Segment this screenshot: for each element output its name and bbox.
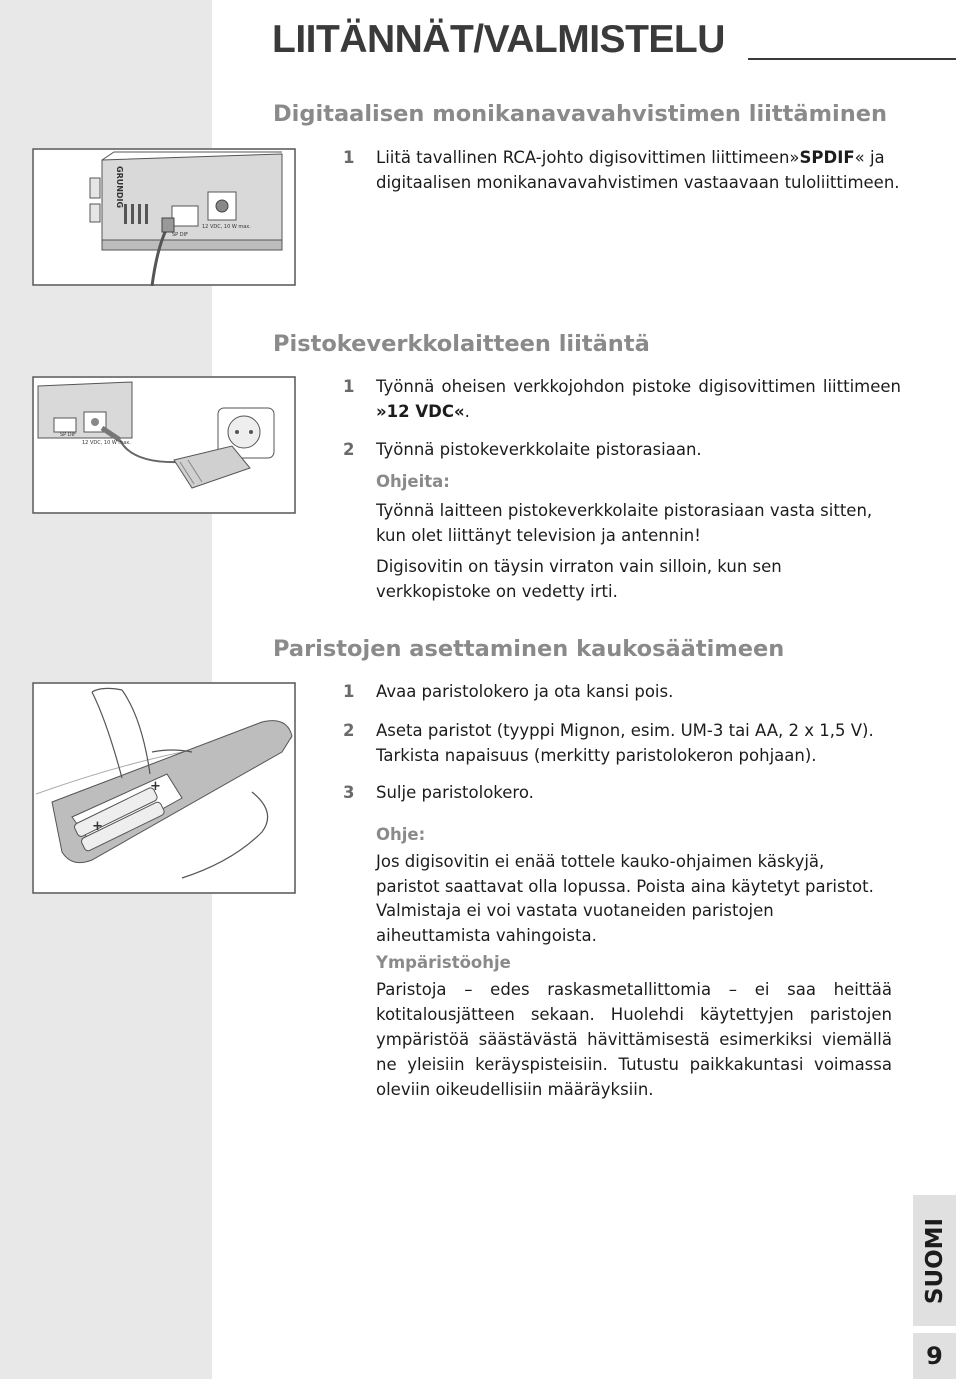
vdc-label: »12 VDC« (376, 402, 465, 421)
section-heading-amplifier: Digitaalisen monikanavavahvistimen liittäminen (273, 101, 888, 127)
language-label: SUOMI (921, 1217, 948, 1304)
environment-paragraph: Paristoja – edes raskasmetallittomia – ei saa heittää kotitalousjätteen sekaan. Huolehdi käytettyjen paristojen ympäristöä säästävästä hävittämisestä esimerkiksi viemällä ne yleisiin keräyspisteisiin. Tutustu paikkakuntasi voimassa oleviin oikeudellisiin määräyksiin. (376, 980, 892, 1099)
environment-heading: Ympäristöohje (376, 953, 511, 972)
step-text-post: . (464, 402, 470, 421)
step-text-pre: Liitä tavallinen RCA-johto digisovittimen liittimeen» (376, 148, 800, 167)
note-heading: Ohje: (376, 825, 426, 844)
battery-plus-marker: + (150, 779, 161, 794)
step-text: Avaa paristolokero ja ota kansi pois. (376, 682, 674, 701)
language-tab (913, 1195, 956, 1326)
page-title: LIITÄNNÄT/VALMISTELU (272, 18, 725, 61)
step-number: 3 (343, 783, 355, 802)
remote-battery-illustration (32, 682, 296, 894)
note-heading: Ohjeita: (376, 472, 450, 491)
spdif-label: SPDIF (799, 148, 855, 167)
note-paragraph: Työnnä laitteen pistokeverkkolaite pistorasiaan vasta sitten, kun olet liittänyt television ja antennin! (376, 501, 873, 545)
step-text: Työnnä pistokeverkkolaite pistorasiaan. (376, 440, 702, 459)
step-number: 1 (343, 377, 355, 396)
note-paragraph: Jos digisovitin ei enää tottele kauko-ohjaimen käskyjä, paristot saattavat olla lopussa. Poista aina käytetyt paristot. (376, 852, 874, 896)
battery-plus-marker: + (92, 819, 103, 834)
step-text-pre: Työnnä oheisen verkkojohdon pistoke digisovittimen liittimeen (376, 377, 901, 396)
receiver-rear-panel-drawing (32, 148, 296, 286)
step-number: 1 (343, 148, 355, 167)
step-number: 1 (343, 682, 355, 701)
power-adapter-drawing (32, 376, 296, 514)
step-text (376, 145, 901, 195)
receiver-spdif-illustration (32, 148, 296, 286)
power-port-label: 12 VDC, 10 W max. (202, 224, 251, 230)
note-paragraph: Digisovitin on täysin virraton vain silloin, kun sen verkkopistoke on vedetty irti. (376, 557, 782, 601)
note-paragraph: Valmistaja ei voi vastata vuotaneiden paristojen aiheuttamista vahingoista. (376, 901, 774, 945)
step-text (376, 374, 901, 424)
remote-control-drawing (32, 682, 296, 894)
brand-label: GRUNDIG (115, 166, 124, 209)
step-text-post: « ja digitaalisen monikanavavahvistimen vastaavaan tuloliittimeen. (376, 148, 900, 192)
power-adapter-illustration (32, 376, 296, 514)
page-number: 9 (926, 1342, 943, 1370)
step-number: 2 (343, 440, 355, 459)
spdif-port-label: SP DIF (60, 432, 76, 438)
section-heading-power-adapter: Pistokeverkkolaitteen liitäntä (273, 331, 650, 357)
spdif-port-label: SP DIF (172, 232, 188, 238)
step-text: Aseta paristot (tyyppi Mignon, esim. UM-3 tai AA, 2 x 1,5 V). Tarkista napaisuus (merkitty paristolokeron pohjaan). (376, 721, 874, 765)
step-number: 2 (343, 721, 355, 740)
section-heading-batteries: Paristojen asettaminen kaukosäätimeen (273, 636, 785, 662)
title-underline (748, 58, 956, 60)
step-text: Sulje paristolokero. (376, 783, 534, 802)
power-port-label: 12 VDC, 10 W max. (82, 440, 131, 446)
